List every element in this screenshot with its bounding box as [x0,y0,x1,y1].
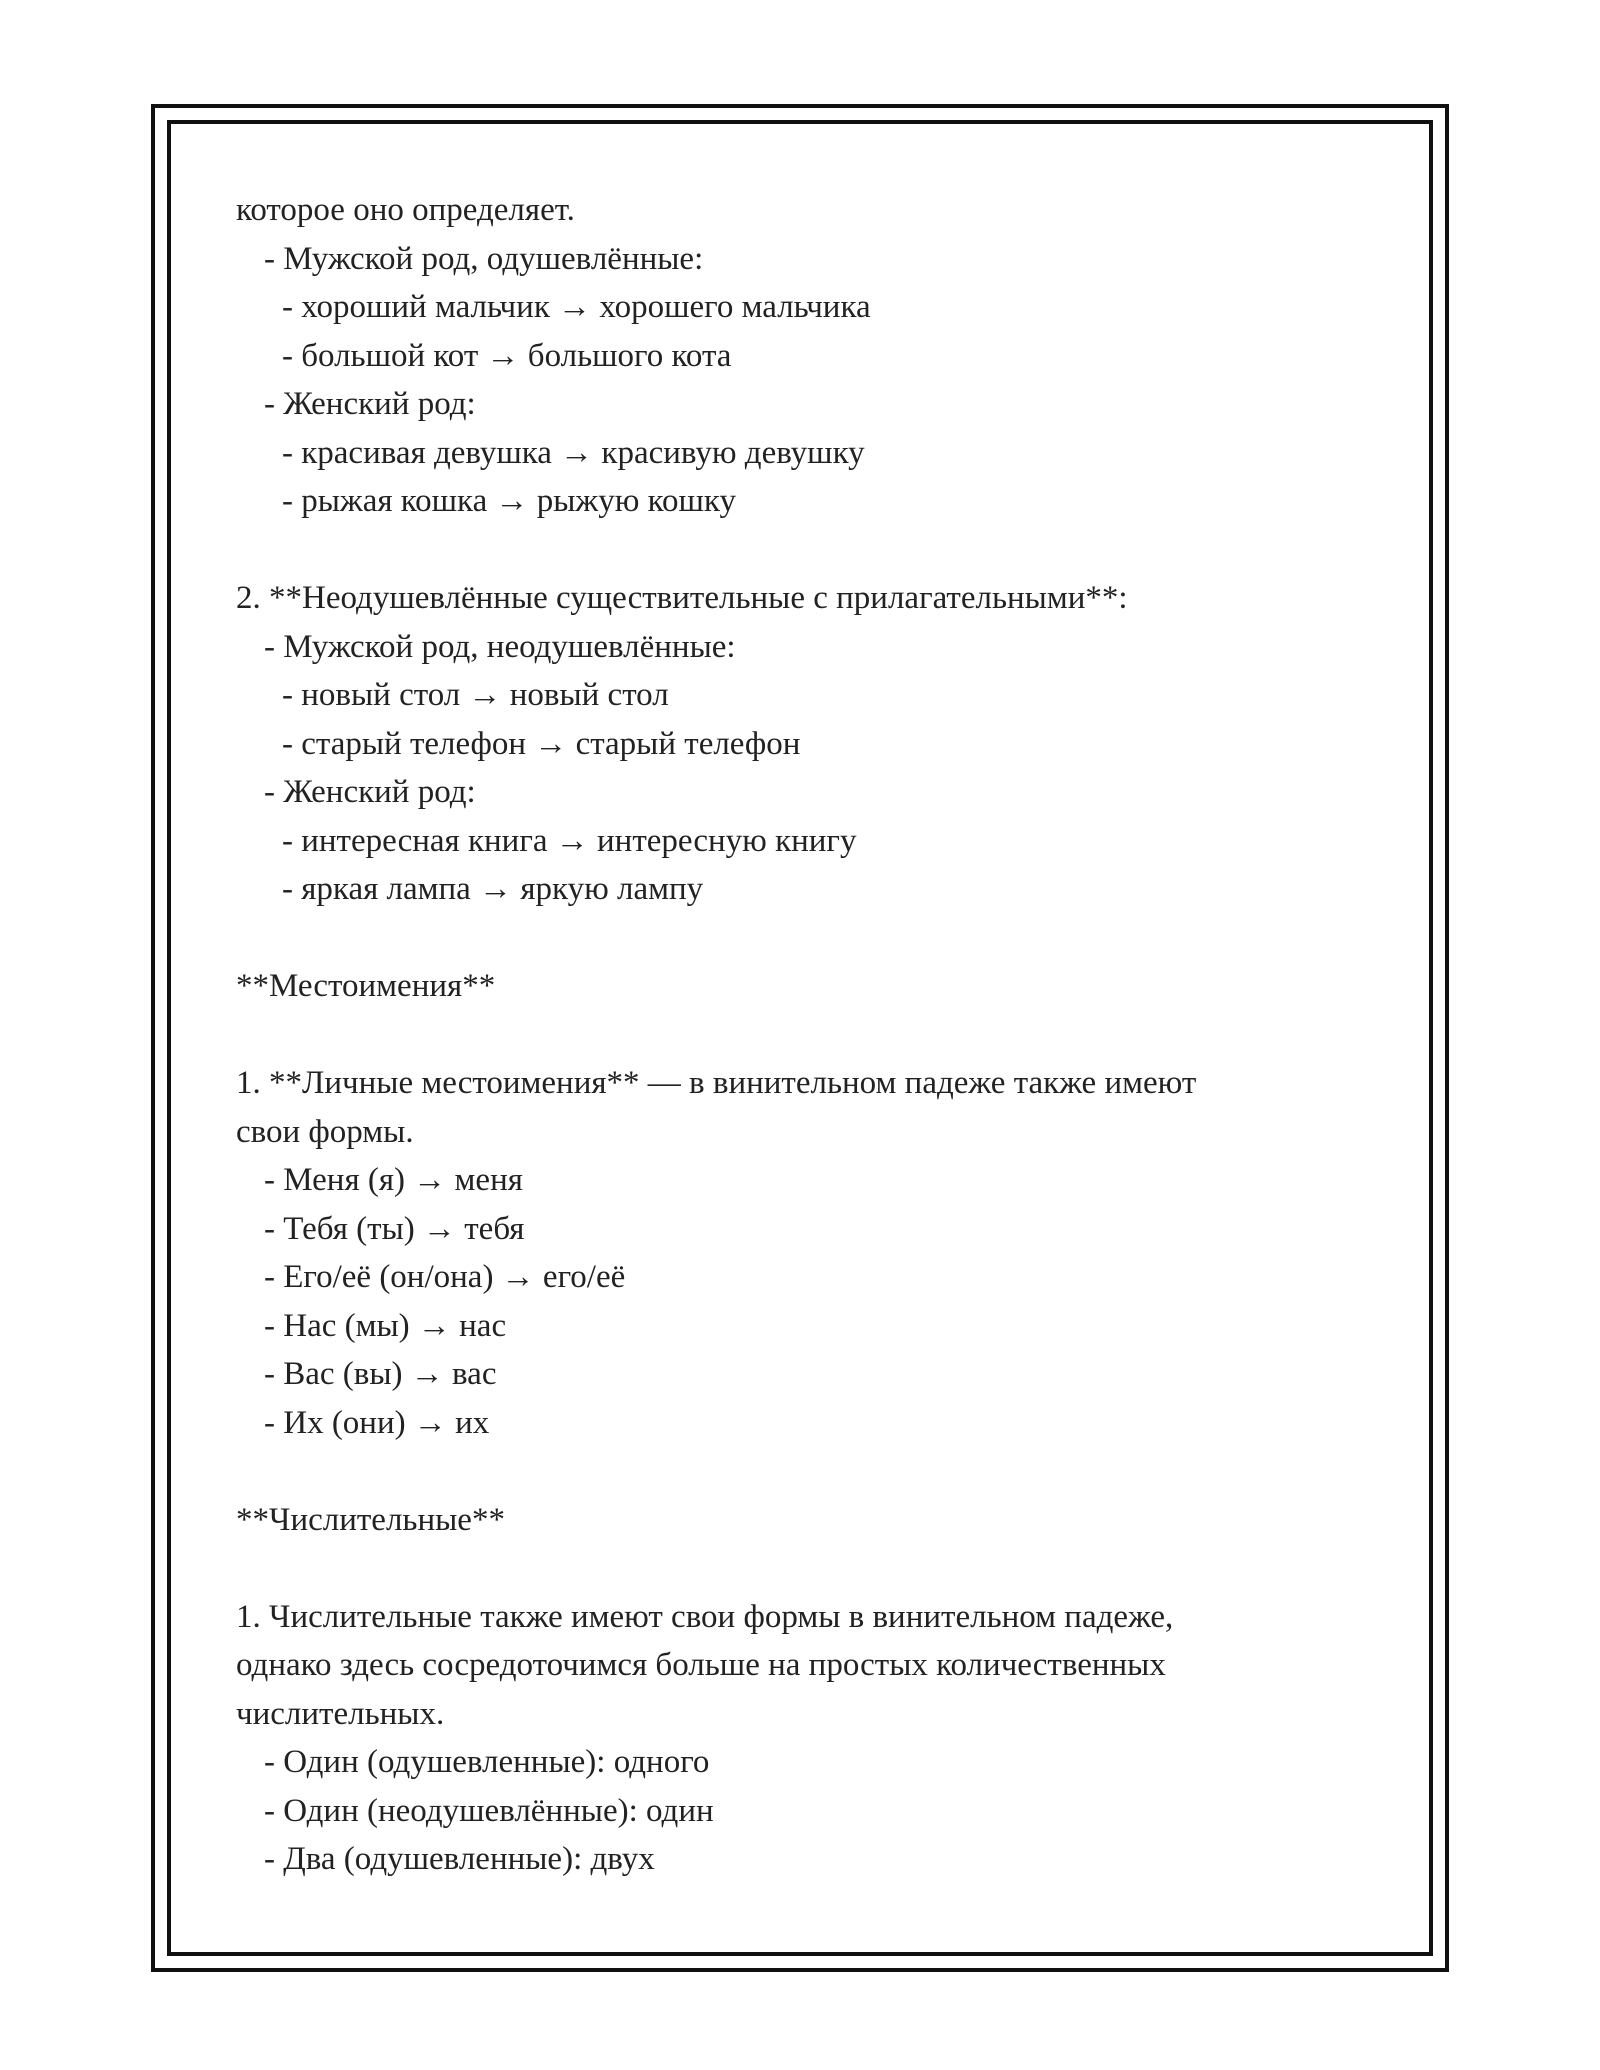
text-line: - новый стол → новый стол [282,677,669,713]
text-line: - Тебя (ты) → тебя [264,1210,525,1247]
text-line: - интересная книга → интересную книгу [282,822,857,859]
text-line: - красивая девушка → красивую девушку [282,434,865,471]
blank-line [236,1447,1366,1496]
document-body [236,186,1366,1884]
text-line: - Его/её (он/она) → его/её [264,1259,626,1295]
text-line: - Один (неодушевлённые): один [264,1792,714,1829]
text-line: - Мужской род, одушевлённые: [264,240,704,277]
text-line: - Женский род: [264,386,476,422]
text-line: - Один (одушевленные): одного [264,1744,710,1780]
text-line: которое оно определяет. [236,192,575,228]
text-line: - яркая лампа → яркую лампу [282,871,704,907]
blank-line [236,1011,1366,1060]
text-line: - Нас (мы) → нас [264,1307,507,1344]
blank-line [236,914,1366,963]
blank-line [236,1544,1366,1593]
text-line: - Вас (вы) → вас [264,1356,497,1392]
text-line: - старый телефон → старый телефон [282,725,801,762]
text-line: однако здесь сосредоточимся больше на простых количественных [236,1647,1166,1683]
text-line: **Местоимения** [236,968,496,1004]
text-line: 1. **Личные местоимения** — в винительном падеже также имеют [236,1065,1197,1101]
text-line: 1. Числительные также имеют свои формы в винительном падеже, [236,1598,1174,1635]
text-line: - Мужской род, неодушевлённые: [264,628,736,665]
text-line: - Женский род: [264,774,476,810]
text-line: - Их (они) → их [264,1404,490,1441]
text-line: числительных. [236,1695,445,1732]
text-line: - Два (одушевленные): двух [264,1841,655,1877]
text-line: - Меня (я) → меня [264,1162,523,1198]
text-line: - рыжая кошка → рыжую кошку [282,483,736,519]
text-line: **Числительные** [236,1501,505,1538]
text-line: - хороший мальчик → хорошего мальчика [282,289,871,325]
blank-line [236,526,1366,575]
text-line: - большой кот → большого кота [282,337,732,374]
text-line: свои формы. [236,1113,414,1150]
text-line: 2. **Неодушевлённые существительные с прилагательными**: [236,580,1128,616]
